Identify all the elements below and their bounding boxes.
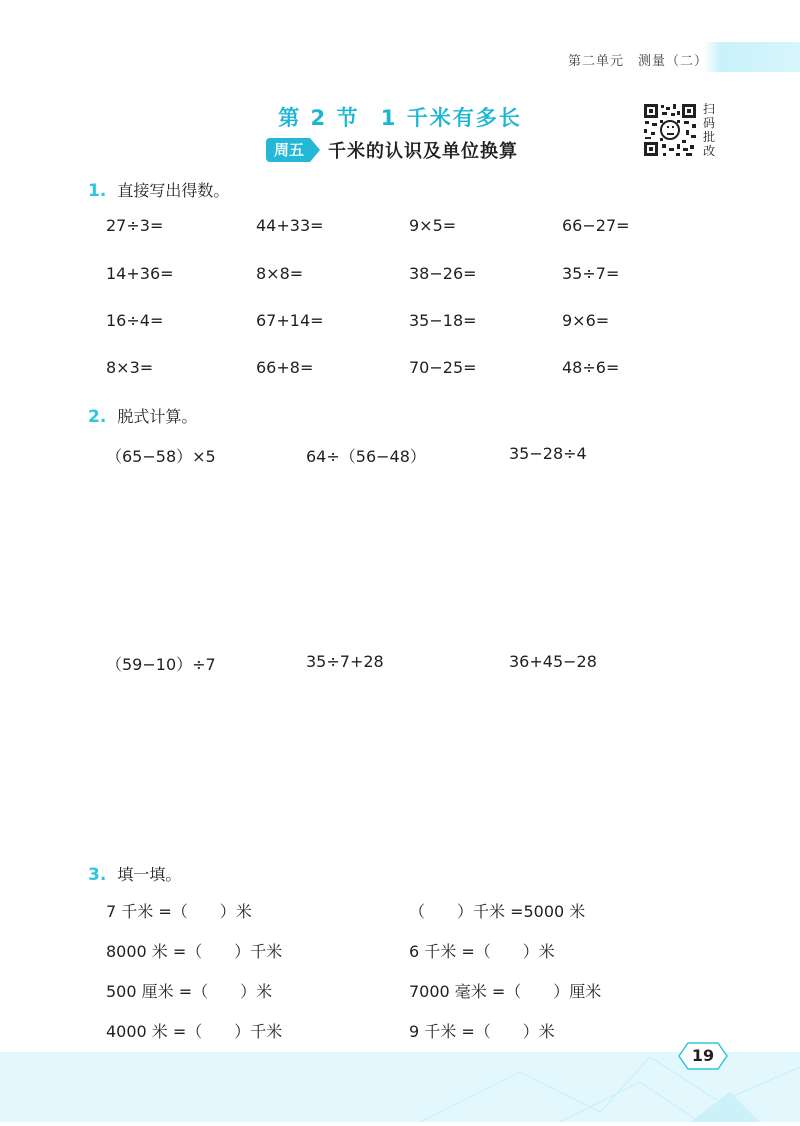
fill-blank-item: （ ）千米 =5000 米: [409, 902, 586, 921]
problem: 14+36=: [106, 264, 174, 283]
problem: 9×5=: [409, 216, 457, 235]
day-badge: 周五: [266, 138, 310, 162]
page-number: 19: [691, 1046, 715, 1065]
problem: 66+8=: [256, 358, 314, 377]
fill-blank-item: 7 千米 =（ ）米: [106, 902, 252, 921]
problem: 38−26=: [409, 264, 477, 283]
lesson-subtitle: [266, 138, 518, 162]
problem: 70−25=: [409, 358, 477, 377]
fill-blank-item: 7000 毫米 =（ ）厘米: [409, 982, 602, 1001]
fill-blank-item: 8000 米 =（ ）千米: [106, 942, 283, 961]
problem: 67+14=: [256, 311, 324, 330]
question-2-heading: [88, 404, 197, 427]
stepwise-problem: 36+45−28: [509, 652, 597, 671]
problem: 48÷6=: [562, 358, 620, 377]
section-name: 1 千米有多长: [380, 106, 522, 130]
problem: 35−18=: [409, 311, 477, 330]
fill-blank-item: 500 厘米 =（ ）米: [106, 982, 273, 1001]
stepwise-problem: （65−58）×5: [106, 447, 216, 466]
question-1-heading: [88, 178, 229, 201]
problem: 66−27=: [562, 216, 630, 235]
question-text: 填一填。: [117, 865, 182, 884]
section-number: 第 2 节: [278, 106, 360, 130]
question-number: 2.: [88, 407, 107, 427]
scan-correct-label: 扫 码 批 改: [702, 102, 715, 158]
question-3-heading: [88, 862, 181, 885]
fill-blank-item: 4000 米 =（ ）千米: [106, 1022, 283, 1041]
unit-label: 第二单元 测量（二）: [567, 54, 708, 69]
fill-blank-item: 9 千米 =（ ）米: [409, 1022, 555, 1041]
lesson-topic: 千米的认识及单位换算: [328, 141, 519, 162]
qr-code-icon[interactable]: [642, 102, 698, 158]
stepwise-problem: （59−10）÷7: [106, 655, 216, 674]
question-number: 3.: [88, 865, 107, 885]
question-number: 1.: [88, 181, 107, 201]
fill-blank-item: 6 千米 =（ ）米: [409, 942, 555, 961]
stepwise-problem: 35÷7+28: [306, 652, 384, 671]
problem: 8×8=: [256, 264, 304, 283]
question-text: 脱式计算。: [117, 407, 198, 426]
question-text: 直接写出得数。: [117, 181, 230, 200]
problem: 44+33=: [256, 216, 324, 235]
problem: 8×3=: [106, 358, 154, 377]
stepwise-problem: 35−28÷4: [509, 444, 587, 463]
problem: 27÷3=: [106, 216, 164, 235]
problem: 9×6=: [562, 311, 610, 330]
problem: 16÷4=: [106, 311, 164, 330]
problem: 35÷7=: [562, 264, 620, 283]
stepwise-problem: 64÷（56−48）: [306, 447, 426, 466]
